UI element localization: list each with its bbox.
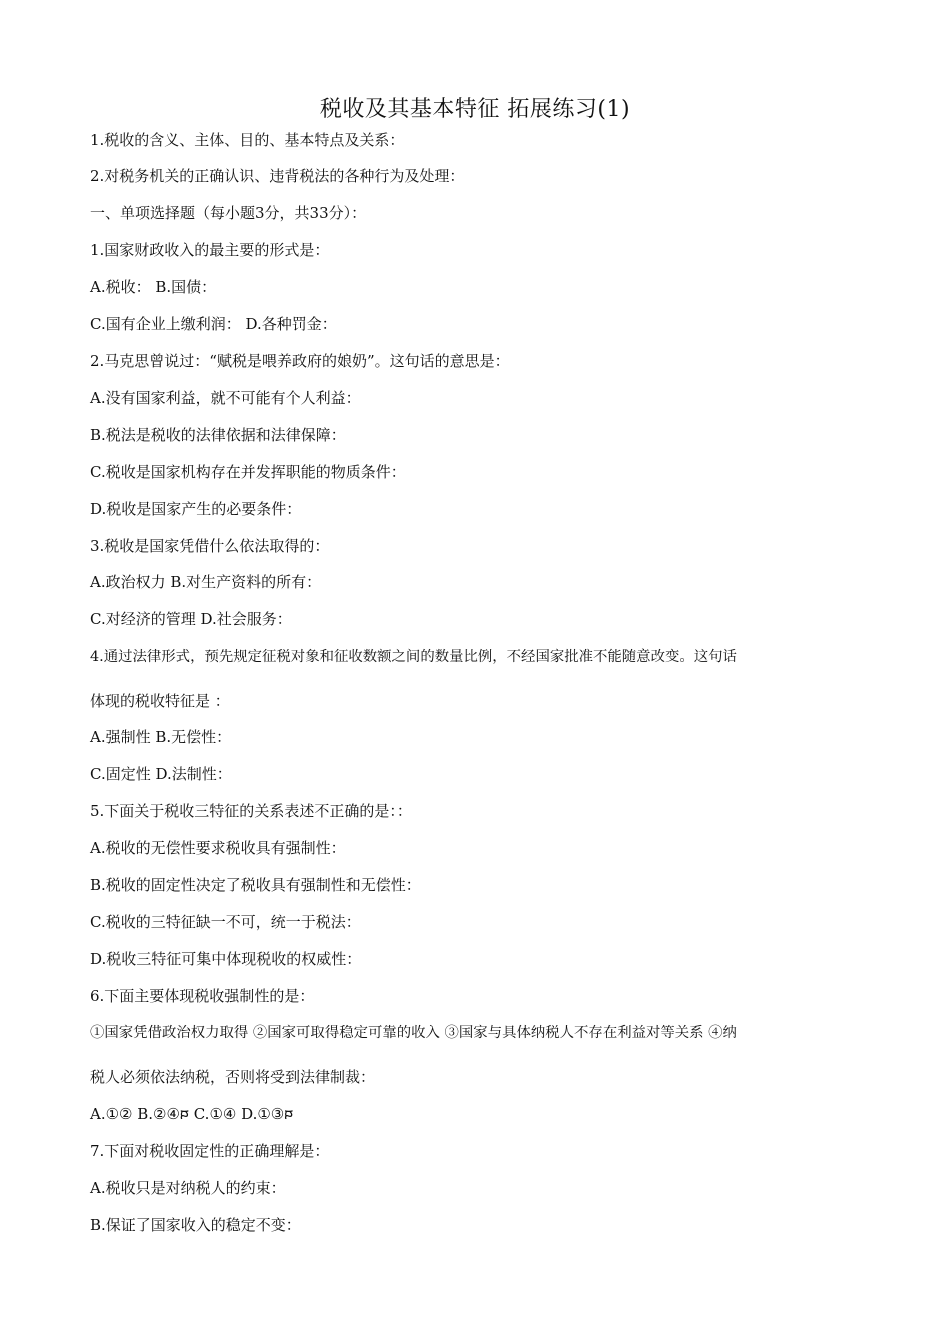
question-stem: 7.下面对税收固定性的正确理解是： [90,1142,330,1160]
question-statements: ①国家凭借政治权力取得 ②国家可取得稳定可靠的收入 ③国家与具体纳税人不存在利益对等关系 ④纳 [90,1025,737,1041]
question-option: B.保证了国家收入的稳定不变： [90,1216,301,1234]
question-options: C.国有企业上缴利润： D.各种罚金： [90,315,337,333]
question-options: A.政治权力 B.对生产资料的所有： [90,573,322,591]
question-stem: 2.马克思曾说过：“赋税是喂养政府的娘奶”。这句话的意思是： [90,352,510,370]
question-option: A.没有国家利益，就不可能有个人利益： [90,389,361,407]
question-stem: 3.税收是国家凭借什么依法取得的： [90,537,330,555]
question-option: B.税法是税收的法律依据和法律保障： [90,426,346,444]
text-line: 1.税收的含义、主体、目的、基本特点及关系： [90,131,405,149]
question-statements-continued: 税人必须依法纳税，否则将受到法律制裁： [90,1068,376,1086]
text-line: 2.对税务机关的正确认识、违背税法的各种行为及处理： [90,167,465,185]
question-option: D.税收三特征可集中体现税收的权威性： [90,950,362,968]
question-option: B.税收的固定性决定了税收具有强制性和无偿性： [90,876,421,894]
question-option: C.税收的三特征缺一不可，统一于税法： [90,913,361,931]
question-stem-continued: 体现的税收特征是 ： [90,692,230,710]
question-options: A.①② B.②④ᰐ C.①④ D.①③ᰐ [90,1105,294,1123]
question-options: A.税收： B.国债： [90,278,217,296]
question-option: C.税收是国家机构存在并发挥职能的物质条件： [90,463,406,481]
question-stem: 6.下面主要体现税收强制性的是： [90,987,315,1005]
question-option: D.税收是国家产生的必要条件： [90,500,302,518]
question-options: C.对经济的管理 D.社会服务： [90,610,292,628]
section-heading: 一、单项选择题（每小题3分，共33分）： [90,204,367,222]
question-options: C.固定性 D.法制性： [90,765,232,783]
question-stem: 5.下面关于税收三特征的关系表述不正确的是：： [90,802,412,820]
question-stem: 1.国家财政收入的最主要的形式是： [90,241,330,259]
question-option: A.税收只是对纳税人的约束： [90,1179,286,1197]
page-title: 税收及其基本特征 拓展练习(1) [319,97,631,122]
question-options: A.强制性 B.无偿性： [90,728,232,746]
question-option: A.税收的无偿性要求税收具有强制性： [90,839,346,857]
question-stem: 4.通过法律形式，预先规定征税对象和征收数额之间的数量比例，不经国家批准不能随意改变。这句话 [90,649,737,665]
